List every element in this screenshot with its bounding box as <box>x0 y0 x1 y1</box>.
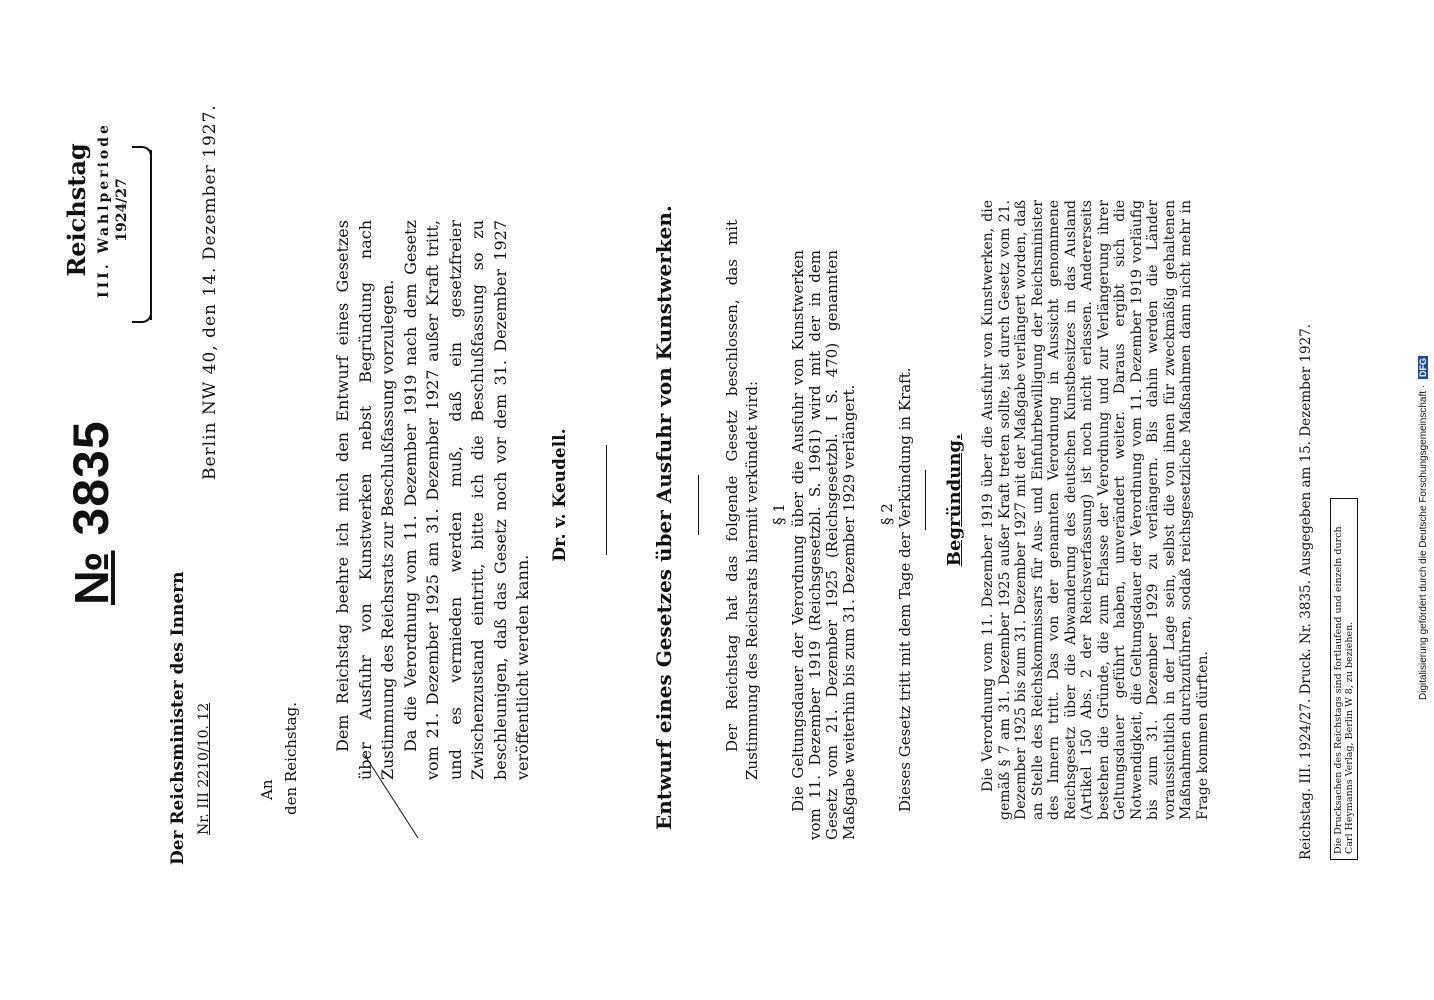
letter-paragraph-2: Da die Verordnung vom 11. Dezember 1919 nach dem Gesetz vom 21. Dezember 1925 am 31. Dezember 1927 außer Kraft tritt, und es vermieden werden muß, daß ein gesetzfreier Zwischenzustand eintritt, bitte ich die Beschlußfassung so zu beschleunigen, daß das Gesetz noch vor dem 31. Dezember 1927 veröffentlicht werden kann. <box>400 220 532 780</box>
document-number <box>62 420 120 605</box>
cover-letter <box>332 220 535 780</box>
print-footer: Reichstag. III. 1924/27. Druck. Nr. 3835. Ausgegeben am 15. Dezember 1927. <box>1298 323 1314 860</box>
number-sign: № <box>66 550 119 605</box>
separator-rule-short <box>698 475 699 535</box>
section-1-label: § 1 <box>770 503 788 525</box>
begruendung-text: Die Verordnung vom 11. Dezember 1919 über die Ausfuhr von Kunstwerken, die gemäß § 7 am 31. Dezember 1925 außer Kraft treten sollte, ist durch Gesetz vom 21. Dezember 1925 bis zum 31. Dezember 1927 mit der Maßgabe verlängert worden, daß an Stelle des Reichskommissars für Aus- und Einfuhrbewilligung der Reichsminister des Innern tritt. Das von der genannten Verordnung in Aussicht genommene Reichsgesetz über die Abwanderung des deutschen Kunstbesitzes in das Ausland (Artikel 150 Abs. 2 der Reichsverfassung) ist noch nicht erlassen. Andererseits bestehen die Gründe, die zum Erlasse der Verordnung und zur Verlängerung ihrer Geltungsdauer geführt haben, unverändert weiter. Daraus ergibt sich die Notwendigkeit, die Geltungsdauer der Verordnung vom 11. Dezember 1919 vorläufig bis zum 31. Dezember 1929 zu verlängern. Bis dahin werden die Länder voraussichtlich in der Lage sein, selbst die von ihnen für zweckmäßig gehaltenen Maßnahmen durchzuführen, sodaß reichsgesetzliche Maßnahmen dann nicht mehr in Frage kommen dürften. <box>980 200 1211 820</box>
addressee-an: An <box>258 779 276 800</box>
addressee-recipient: den Reichstag. <box>282 702 300 815</box>
section-1 <box>790 250 858 840</box>
draft-title: Entwurf eines Gesetzes über Ausfuhr von Kunstwerken. <box>652 205 676 830</box>
draft-intro <box>722 220 762 780</box>
section-1-text: Die Geltungsdauer der Verordnung über die Ausfuhr von Kunstwerken vom 11. Dezember 1919 (Reichsgesetzbl. S. 1961) wird mit der in dem Gesetz vom 21. Dezember 1925 (Reichsgesetzbl. I S. 470) genannten Maßgabe weiterhin bis zum 31. Dezember 1929 verlängert. <box>789 250 858 840</box>
wahlperiode: III. Wahlperiode <box>96 122 112 298</box>
signature: Dr. v. Keudell. <box>550 428 570 562</box>
dfg-logo: DFG <box>1418 358 1428 378</box>
bracket-left <box>132 313 152 323</box>
digitization-note-text: Digitalisierung gefördert durch die Deutsche Forschungsgemeinschaft · <box>1418 384 1429 700</box>
date-line: Berlin NW 40, den 14. Dezember 1927. <box>200 104 220 480</box>
digitization-note <box>1418 356 1429 700</box>
begruendung-title: Begründung. <box>944 433 965 567</box>
reference-number: Nr. III 2210/10. 12 <box>196 702 212 835</box>
publisher-box: Die Drucksachen des Reichstags sind fortlaufend und einzeln durch Carl Heymanns Verlag, Berlin W 8, zu beziehen. <box>1330 498 1358 860</box>
letter-paragraph-1: Dem Reichstag beehre ich mich den Entwurf eines Gesetzes über Ausfuhr von Kunstwerken nebst Begründung nach Zustimmung des Reichsrats zur Beschlußfassung vorzulegen. <box>333 220 397 780</box>
begruendung <box>980 200 1211 820</box>
section-2 <box>896 250 914 840</box>
bracket-line <box>150 150 152 320</box>
separator-rule-mid <box>925 470 926 530</box>
section-2-text: Dieses Gesetz tritt mit dem Tage der Verkündung in Kraft. <box>896 367 914 812</box>
separator-rule <box>606 445 607 555</box>
document-number-value: 3835 <box>63 420 119 536</box>
sender-heading: Der Reichsminister des Innern <box>168 571 188 865</box>
section-2-label: § 2 <box>878 503 896 525</box>
draft-intro-text: Der Reichstag hat das folgende Gesetz beschlossen, das mit Zustimmung des Reichsrats hiermit verkündet wird: <box>723 220 761 780</box>
period-years: 1924/27 <box>114 178 130 242</box>
parliament-title: Reichstag <box>62 143 91 277</box>
bracket-right <box>132 146 152 156</box>
